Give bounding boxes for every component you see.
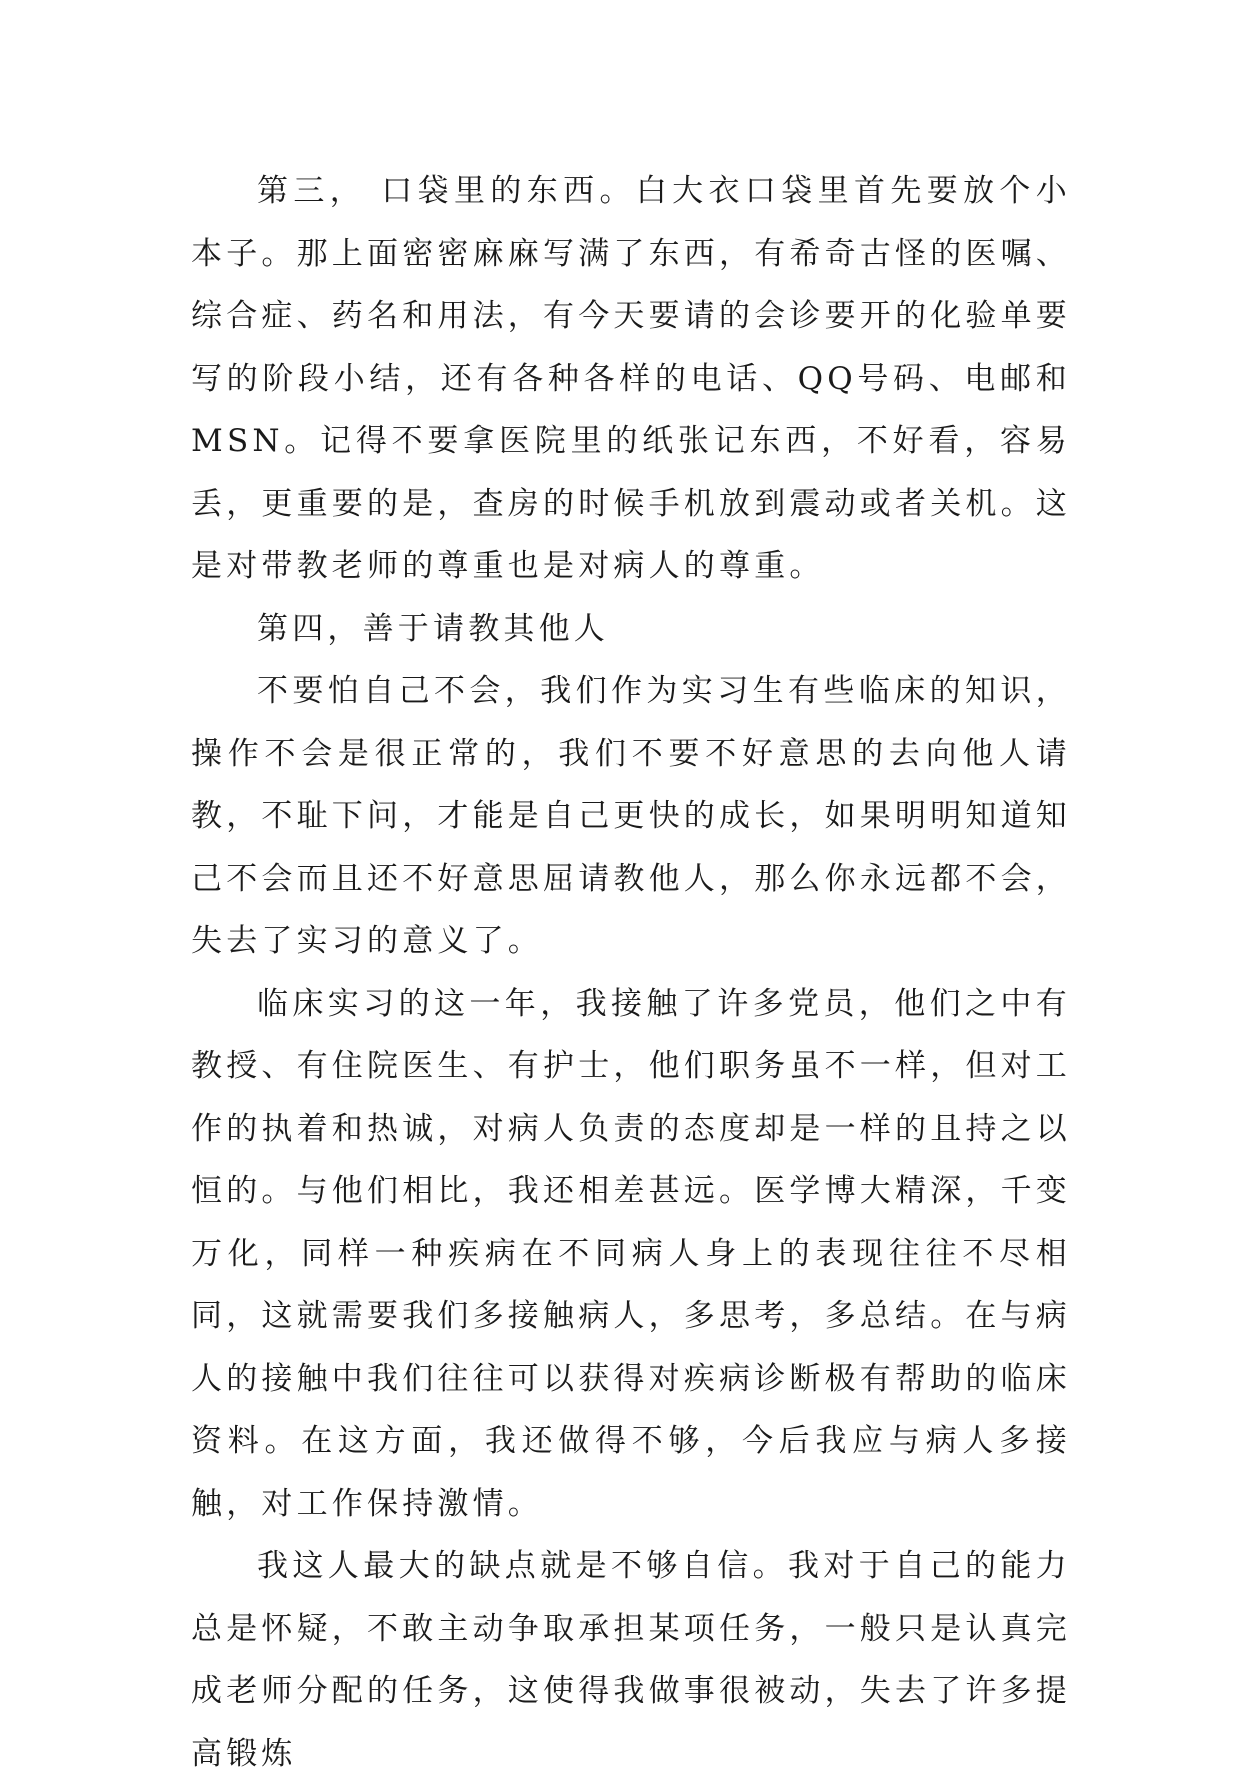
paragraph-dont-be-afraid: 不要怕自己不会，我们作为实习生有些临床的知识，操作不会是很正常的，我们不要不好意思的去向他人请教，不耻下问，才能是自己更快的成长，如果明明知道知己不会而且还不好意思屈请教他人，那么你永远都不会，失去了实习的意义了。 [191,673,1071,959]
document-body [191,160,1071,1785]
paragraph-lack-of-confidence: 我这人最大的缺点就是不够自信。我对于自己的能力总是怀疑，不敢主动争取承担某项任务，一般只是认真完成老师分配的任务，这使得我做事很被动，失去了许多提高锻炼 [191,1548,1071,1772]
paragraph-pocket-items: 第三， 口袋里的东西。白大衣口袋里首先要放个小本子。那上面密密麻麻写满了东西，有希奇古怪的医嘱、综合症、药名和用法，有今天要请的会诊要开的化验单要写的阶段小结，还有各种各样的电话、QQ号码、电邮和MSN。记得不要拿医院里的纸张记东西，不好看，容易丢，更重要的是，查房的时候手机放到震动或者关机。这是对带教老师的尊重也是对病人的尊重。 [191,173,1071,584]
paragraph-internship-year: 临床实习的这一年，我接触了许多党员，他们之中有教授、有住院医生、有护士，他们职务虽不一样，但对工作的执着和热诚，对病人负责的态度却是一样的且持之以恒的。与他们相比，我还相差甚远。医学博大精深，千变万化，同样一种疾病在不同病人身上的表现往往不尽相同，这就需要我们多接触病人，多思考，多总结。在与病人的接触中我们往往可以获得对疾病诊断极有帮助的临床资料。在这方面，我还做得不够，今后我应与病人多接触，对工作保持激情。 [191,985,1071,1522]
paragraph-heading-ask-others: 第四，善于请教其他人 [257,610,609,647]
